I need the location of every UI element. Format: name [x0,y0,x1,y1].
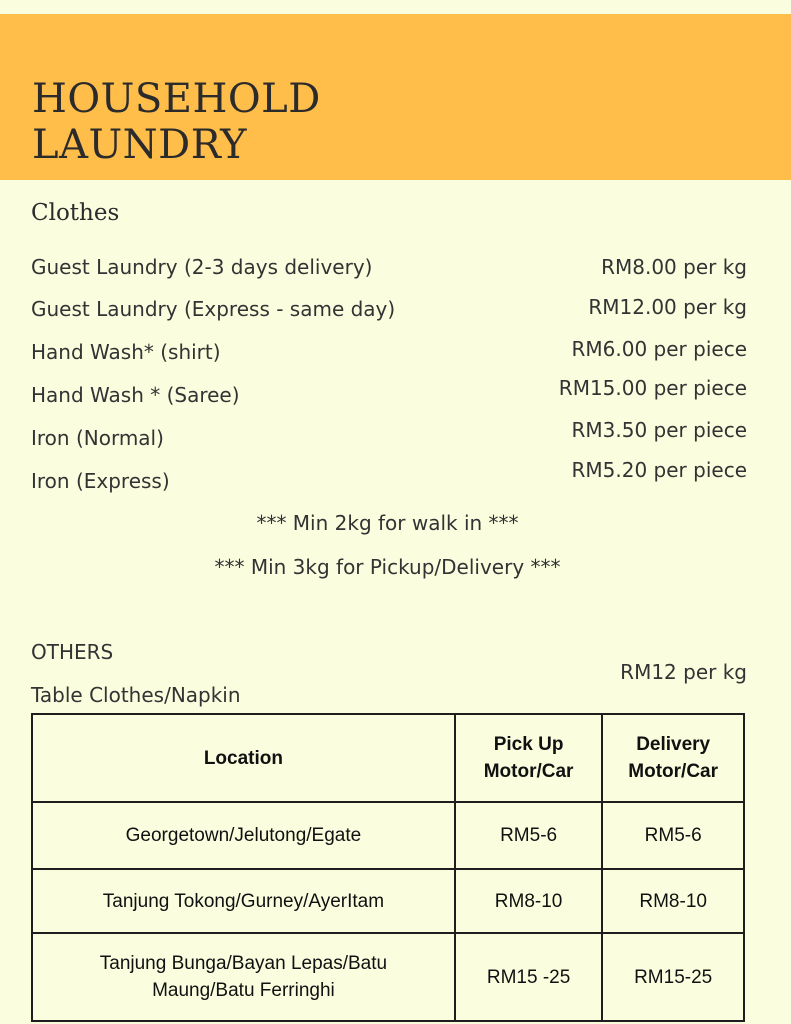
header-banner [0,14,791,180]
service-price: RM5.20 per piece [571,458,747,482]
table-row [32,869,744,933]
price-row [31,297,747,327]
price-row [31,255,747,285]
price-row [31,418,747,456]
pickup-fee-cell: RM5-6 [455,802,602,869]
service-price: RM12.00 per kg [588,295,747,319]
delivery-fee-table [31,713,745,1022]
others-label: OTHERS [31,640,114,664]
clothes-section-title: Clothes [31,200,120,226]
service-price: RM15.00 per piece [558,376,747,400]
location-cell [32,869,455,933]
location-text: Tanjung Tokong/Gurney/AyerItam [102,890,385,912]
service-name: Hand Wash * (Saree) [31,383,240,407]
service-name: Guest Laundry (2-3 days delivery) [31,255,373,279]
table-row [32,933,744,1021]
price-row [31,337,747,370]
table-header-row [32,714,744,802]
location-text: Maung/Batu Ferringhi [152,980,335,1001]
delivery-fee-cell: RM15-25 [602,933,744,1021]
service-price: RM8.00 per kg [601,255,747,279]
service-name: Iron (Normal) [31,426,164,450]
delivery-fee-cell: RM8-10 [602,869,744,933]
service-price: RM6.00 per piece [571,337,747,361]
title-line-2: LAUNDRY [32,122,248,168]
header-label: Delivery [636,734,711,755]
header-label: Motor/Car [628,761,719,782]
pickup-fee-cell: RM8-10 [455,869,602,933]
service-name: Iron (Express) [31,469,170,493]
table-row [32,802,744,869]
column-header-pickup [455,714,602,802]
location-text: Tanjung Bunga/Bayan Lepas/Batu [99,953,388,974]
header-label: Motor/Car [483,761,574,782]
page-title [32,76,321,168]
column-header-location [32,714,455,802]
minimum-note: *** Min 3kg for Pickup/Delivery *** [214,555,561,579]
pickup-fee-cell: RM15 -25 [455,933,602,1021]
header-label: Location [203,747,283,769]
minimum-note: *** Min 2kg for walk in *** [256,511,519,535]
service-price: RM3.50 per piece [571,418,747,442]
header-label: Pick Up [493,734,564,755]
price-row [31,458,747,499]
others-item: Table Clothes/Napkin [31,683,241,707]
service-name: Hand Wash* (shirt) [31,340,221,364]
column-header-delivery [602,714,744,802]
location-text: Georgetown/Jelutong/Egate [125,825,362,846]
price-row [31,376,747,413]
title-line-1: HOUSEHOLD [32,76,321,122]
service-name: Guest Laundry (Express - same day) [31,297,396,321]
location-cell [32,802,455,869]
delivery-fee-cell: RM5-6 [602,802,744,869]
location-cell [32,933,455,1021]
others-price: RM12 per kg [620,660,747,684]
